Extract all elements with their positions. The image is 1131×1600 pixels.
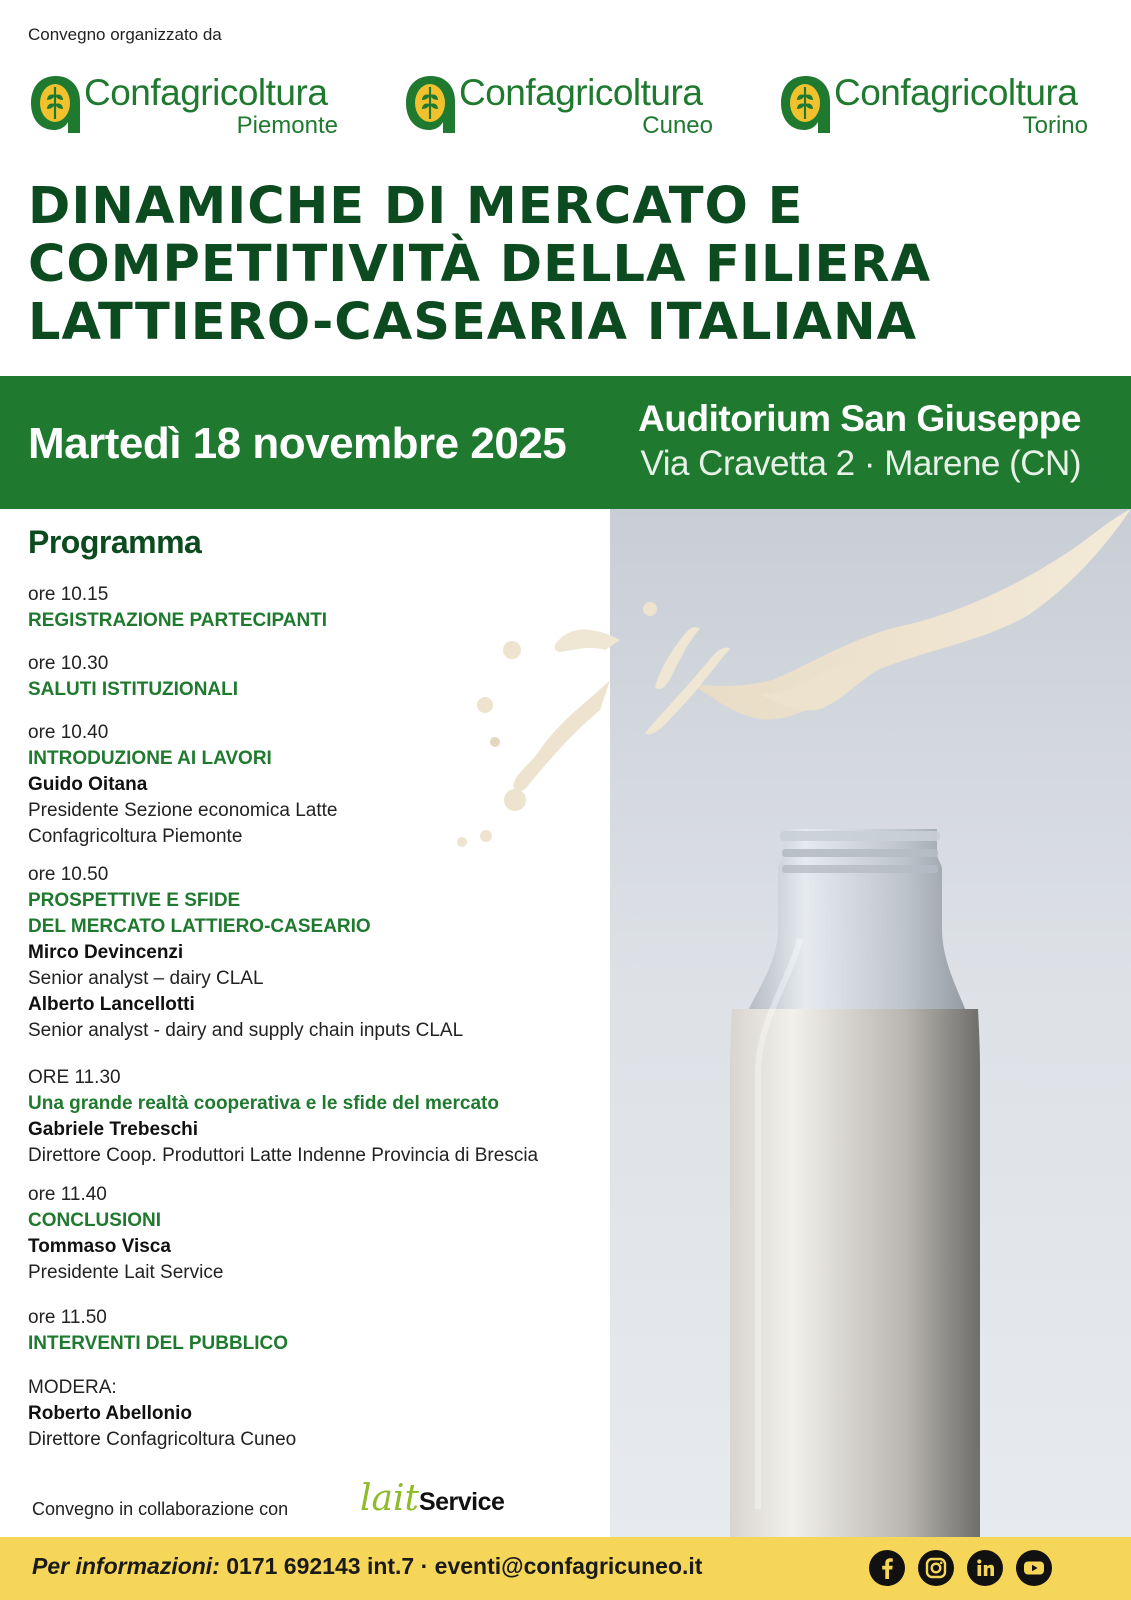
instagram-icon[interactable]	[918, 1550, 954, 1586]
item-topic: DEL MERCATO LATTIERO-CASEARIO	[28, 916, 371, 937]
item-topic: PROSPETTIVE E SFIDE	[28, 890, 241, 911]
event-date: Martedì 18 novembre 2025	[28, 419, 567, 468]
programma-heading: Programma	[28, 524, 202, 560]
contact-label: Per informazioni:	[32, 1553, 220, 1579]
date-venue-band	[0, 376, 1131, 509]
item-time: ore 10.50	[28, 864, 109, 885]
item-time: ore 11.50	[28, 1307, 107, 1328]
lait-logo-part: Service	[418, 1488, 505, 1516]
confagricoltura-a-icon	[778, 73, 834, 137]
programma-item	[28, 720, 337, 850]
item-time: ore 10.15	[28, 584, 109, 605]
logo-region: Torino	[1022, 112, 1088, 139]
linkedin-icon[interactable]	[967, 1550, 1003, 1586]
item-topic: SALUTI ISTITUZIONALI	[28, 679, 239, 700]
speaker-role: Senior analyst – dairy CLAL	[28, 968, 264, 989]
logo-name: Confagricoltura	[834, 72, 1078, 113]
logo-region: Piemonte	[236, 112, 338, 139]
speaker-name: Guido Oitana	[28, 774, 148, 795]
programma-item	[28, 1305, 288, 1357]
moderator-label: MODERA:	[28, 1377, 117, 1398]
title-line: DINAMICHE DI MERCATO E	[28, 177, 804, 236]
speaker-name: Mirco Devincenzi	[28, 942, 184, 963]
organized-by-text: Convegno organizzato da	[28, 25, 222, 44]
item-topic: INTERVENTI DEL PUBBLICO	[28, 1333, 289, 1354]
logo-name: Confagricoltura	[84, 72, 328, 113]
moderator-role: Direttore Confagricoltura Cuneo	[28, 1429, 297, 1450]
item-time: ore 10.30	[28, 653, 109, 674]
item-time: ore 10.40	[28, 722, 109, 743]
event-title	[28, 178, 1118, 352]
confagricoltura-a-icon	[403, 73, 459, 137]
speaker-name: Tommaso Visca	[28, 1236, 171, 1257]
milk-droplets	[440, 610, 620, 850]
confagricoltura-a-icon	[28, 73, 84, 137]
venue-name: Auditorium San Giuseppe	[638, 398, 1081, 439]
programma-item	[28, 1065, 538, 1169]
item-time: ore 11.40	[28, 1184, 107, 1205]
item-topic: Una grande realtà cooperativa e le sfide del mercato	[28, 1093, 499, 1114]
title-line: COMPETITIVITÀ DELLA FILIERA	[28, 235, 932, 294]
milk-bottle-photo	[610, 509, 1131, 1537]
contact-info	[32, 1553, 702, 1580]
programma-item	[28, 582, 327, 634]
item-topic: INTRODUZIONE AI LAVORI	[28, 748, 272, 769]
speaker-role: Senior analyst - dairy and supply chain inputs CLAL	[28, 1020, 464, 1041]
confagricoltura-cuneo-logo	[403, 70, 713, 142]
info-footer	[0, 1537, 1131, 1600]
title-line: LATTIERO-CASEARIA ITALIANA	[28, 293, 918, 352]
speaker-role: Direttore Coop. Produttori Latte Indenne Provincia di Brescia	[28, 1145, 539, 1166]
speaker-name: Gabriele Trebeschi	[28, 1119, 199, 1140]
logo-region: Cuneo	[642, 112, 713, 139]
item-topic: CONCLUSIONI	[28, 1210, 161, 1231]
moderator-name: Roberto Abellonio	[28, 1403, 192, 1424]
speaker-name: Alberto Lancellotti	[28, 994, 195, 1015]
venue-address: Via Cravetta 2 · Marene (CN)	[640, 444, 1081, 483]
speaker-role: Presidente Sezione economica Latte	[28, 800, 338, 821]
confagricoltura-piemonte-logo	[28, 70, 338, 142]
youtube-icon[interactable]	[1016, 1550, 1052, 1586]
moderator-block	[28, 1375, 296, 1453]
logo-name: Confagricoltura	[459, 72, 703, 113]
speaker-role: Confagricoltura Piemonte	[28, 826, 243, 847]
item-time: ORE 11.30	[28, 1067, 121, 1088]
milk-bottle-illustration	[610, 509, 1131, 1537]
programma-item	[28, 1182, 223, 1286]
confagricoltura-torino-logo	[778, 70, 1088, 142]
event-venue	[638, 398, 1081, 484]
speaker-role: Presidente Lait Service	[28, 1262, 224, 1283]
collaboration-text: Convegno in collaborazione con	[32, 1499, 289, 1519]
programma-item	[28, 651, 238, 703]
programma-item	[28, 862, 463, 1044]
contact-details: 0171 692143 int.7 · eventi@confagricuneo.it	[226, 1553, 703, 1579]
lait-logo-part: lait	[360, 1478, 419, 1519]
item-topic: REGISTRAZIONE PARTECIPANTI	[28, 610, 328, 631]
lait-service-logo	[360, 1478, 504, 1519]
facebook-icon[interactable]	[869, 1550, 905, 1586]
